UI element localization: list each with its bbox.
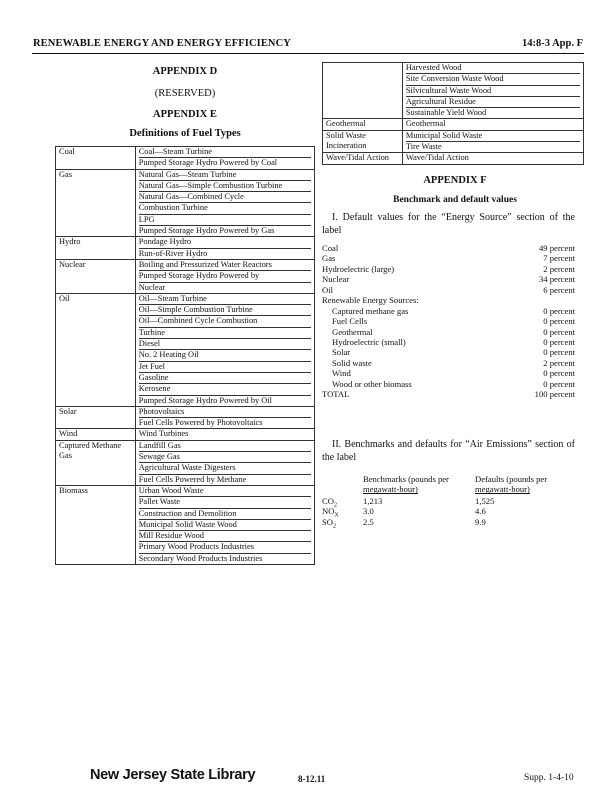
section-two-heading: II. Benchmarks and defaults for “Air Emissions” section of the label (322, 439, 575, 463)
fuel-type-cell (323, 63, 403, 119)
benchmarks-header-line1: Benchmarks (pounds per (363, 474, 449, 484)
energy-source-name: Wood or other biomass (332, 378, 412, 389)
energy-source-row (322, 285, 575, 295)
fuel-type-label: Captured Methane (59, 440, 122, 450)
fuel-type-label: Wave/Tidal Action (326, 153, 389, 163)
fuel-row (56, 237, 315, 260)
fuel-source-item: Municipal Solid Waste Wood (139, 520, 311, 531)
fuel-type-label: Solar (59, 406, 77, 416)
fuel-row (56, 485, 315, 564)
emissions-defaults-header (475, 474, 547, 495)
energy-source-name: Solar (332, 347, 351, 358)
fuel-source-item: Boiling and Pressurized Water Reactors (139, 260, 311, 271)
pollutant-symbol: SO (322, 516, 333, 527)
energy-source-row (322, 316, 575, 326)
pollutant-symbol: CO (322, 496, 334, 506)
fuel-source-item: Landfill Gas (139, 441, 311, 452)
pollutant-default: 4.6 (475, 506, 486, 517)
fuel-source-item: Agricultural Residue (406, 97, 580, 108)
header-rule (32, 53, 584, 54)
appendix-d-subtitle: (RESERVED) (154, 88, 216, 99)
pollutant-default: 1,525 (475, 496, 495, 506)
energy-source-row (322, 347, 575, 357)
fuel-source-item: Pallet Waste (139, 497, 311, 508)
energy-source-row (322, 327, 575, 337)
fuel-source-cell (402, 153, 583, 164)
fuel-source-item: Fuel Cells Powered by Methane (138, 474, 247, 484)
energy-source-value: 0 percent (543, 368, 575, 379)
fuel-source-cell (402, 130, 583, 153)
fuel-source-item: Oil—Simple Combustion Turbine (139, 305, 311, 316)
energy-source-defaults (322, 243, 575, 400)
pollutant-benchmark: 3.0 (363, 506, 374, 517)
fuel-row (56, 147, 315, 170)
energy-source-row (322, 264, 575, 274)
fuel-source-item: Run-of-River Hydro (138, 248, 208, 258)
fuel-source-item: Site Conversion Waste Wood (406, 74, 580, 85)
fuel-source-item: Wave/Tidal Action (405, 153, 469, 163)
fuel-source-cell (135, 259, 314, 293)
fuel-source-item: Primary Wood Products Industries (139, 542, 311, 553)
fuel-source-item: Municipal Solid Waste (406, 131, 580, 142)
running-header (33, 38, 583, 54)
fuel-source-item: Combustion Turbine (139, 203, 311, 214)
energy-source-name: TOTAL (322, 389, 350, 400)
footer-page-number: 8-12.11 (298, 774, 326, 784)
energy-source-row (322, 306, 575, 316)
fuel-type-cell (56, 406, 136, 429)
energy-source-name: Solid waste (332, 357, 372, 368)
energy-source-row (322, 368, 575, 378)
fuel-source-item: LPG (139, 215, 311, 226)
fuel-source-cell (135, 406, 314, 429)
fuel-source-item: Gasoline (139, 373, 311, 384)
fuel-type-label: Gas (59, 169, 73, 179)
fuel-row (56, 169, 315, 237)
fuel-type-cell (56, 429, 136, 440)
pollutant-benchmark: 1,213 (363, 496, 383, 506)
fuel-source-item: Pondage Hydro (139, 237, 311, 248)
fuel-type-label: Oil (59, 293, 70, 303)
energy-source-value: 49 percent (538, 243, 575, 253)
energy-source-row (322, 379, 575, 389)
fuel-source-item: Photovoltaics (139, 407, 311, 418)
fuel-row (56, 429, 315, 440)
pollutant-benchmark: 2.5 (363, 516, 374, 527)
fuel-source-item: No. 2 Heating Oil (139, 350, 311, 361)
energy-source-row (322, 253, 575, 263)
fuel-source-item: Geothermal (405, 119, 446, 129)
appendix-f-subtitle: Benchmark and default values (393, 195, 517, 205)
fuel-source-cell (135, 237, 314, 260)
fuel-source-item: Wind Turbines (138, 429, 189, 439)
appendix-f-title: APPENDIX F (423, 175, 487, 186)
energy-source-name: Captured methane gas (332, 305, 409, 316)
fuel-source-cell (135, 440, 314, 485)
fuel-type-cell (56, 147, 136, 170)
pollutant-subscript: 2 (333, 502, 337, 509)
energy-source-row (322, 358, 575, 368)
fuel-type-cell (56, 440, 136, 485)
defaults-header-line2: megawatt-hour) (475, 484, 530, 495)
fuel-type-cell (56, 485, 136, 564)
fuel-source-cell (402, 63, 583, 119)
fuel-row (323, 63, 584, 119)
fuel-source-item: Pumped Storage Hydro Powered by Gas (138, 226, 275, 236)
pollutant-symbol: NO (322, 506, 335, 517)
fuel-source-item: Diesel (139, 339, 311, 350)
fuel-source-item: Harvested Wood (406, 63, 580, 74)
energy-source-value: 7 percent (543, 253, 575, 264)
energy-source-value: 0 percent (543, 305, 575, 316)
fuel-type-label: Biomass (59, 485, 88, 495)
fuel-source-item: Sewage Gas (139, 452, 311, 463)
energy-source-name: Fuel Cells (332, 316, 368, 327)
benchmarks-header-line2: megawatt-hour) (363, 484, 418, 495)
fuel-source-item: Urban Wood Waste (139, 486, 311, 497)
appendix-d-title: APPENDIX D (152, 66, 218, 77)
footer-library: New Jersey State Library (90, 767, 256, 783)
fuel-row (323, 119, 584, 130)
energy-source-value: 0 percent (543, 378, 575, 389)
header-section: 14:8-3 App. F (522, 38, 583, 49)
energy-source-row (322, 337, 575, 347)
fuel-type-cell (56, 293, 136, 406)
fuel-source-cell (135, 485, 314, 564)
fuel-source-item: Secondary Wood Products Industries (138, 553, 263, 563)
energy-source-name: Geothermal (332, 326, 373, 337)
energy-source-name: Hydroelectric (small) (332, 336, 406, 347)
fuel-row (323, 130, 584, 153)
fuel-type-label: Geothermal (326, 119, 366, 129)
fuel-source-item: Nuclear (138, 282, 166, 292)
energy-source-name: Wind (332, 368, 351, 379)
energy-source-name: Hydroelectric (large) (322, 263, 395, 274)
fuel-source-item: Agricultural Waste Digesters (139, 463, 311, 474)
fuel-source-item: Sustainable Yield Wood (405, 108, 487, 118)
fuel-type-label: Incineration (326, 141, 367, 151)
energy-source-row (322, 243, 575, 253)
fuel-row (56, 440, 315, 485)
fuel-source-cell (135, 293, 314, 406)
appendix-e-title: APPENDIX E (153, 109, 217, 120)
energy-source-value: 0 percent (543, 316, 575, 327)
fuel-type-cell (323, 119, 403, 130)
fuel-type-cell (323, 130, 403, 153)
fuel-source-item: Natural Gas—Steam Turbine (139, 170, 311, 181)
fuel-source-item: Tire Waste (405, 142, 442, 152)
fuel-type-cell (323, 153, 403, 164)
pollutant-subscript: X (334, 513, 339, 520)
fuel-source-item: Oil—Steam Turbine (139, 294, 311, 305)
energy-source-value: 0 percent (543, 326, 575, 337)
fuel-source-item: Pumped Storage Hydro Powered by (139, 271, 311, 282)
fuel-source-item: Kerosene (139, 384, 311, 395)
fuel-source-cell (135, 169, 314, 237)
fuel-type-cell (56, 169, 136, 237)
energy-source-value: 2 percent (543, 357, 575, 368)
fuel-type-cell (56, 237, 136, 260)
fuel-type-label: Wind (59, 429, 78, 439)
fuel-source-item: Fuel Cells Powered by Photovoltaics (138, 418, 263, 428)
energy-source-name: Gas (322, 253, 336, 264)
pollutant-subscript: 2 (333, 523, 336, 530)
fuel-table-title: Definitions of Fuel Types (129, 128, 241, 139)
energy-source-value: 0 percent (543, 336, 575, 347)
pollutant-default: 9.9 (475, 516, 486, 527)
fuel-row (56, 406, 315, 429)
energy-source-name: Oil (322, 284, 333, 295)
fuel-source-item: Jet Fuel (139, 362, 311, 373)
fuel-source-cell (402, 119, 583, 130)
pollutant-name (322, 517, 336, 532)
footer-supplement: Supp. 1-4-10 (524, 773, 574, 783)
energy-source-name: Coal (322, 243, 339, 253)
fuel-type-label: Nuclear (59, 259, 86, 269)
fuel-type-cell (56, 259, 136, 293)
fuel-types-table-continued (322, 62, 584, 165)
energy-source-value: 0 percent (543, 347, 575, 358)
fuel-source-item: Mill Residue Wood (139, 531, 311, 542)
header-title: RENEWABLE ENERGY AND ENERGY EFFICIENCY (33, 38, 291, 49)
energy-source-value: 100 percent (534, 389, 575, 400)
energy-source-value: 6 percent (543, 284, 575, 295)
energy-source-value: 34 percent (538, 274, 575, 285)
fuel-source-item: Coal—Steam Turbine (139, 147, 311, 158)
fuel-row (56, 259, 315, 293)
fuel-type-label: Gas (59, 451, 73, 461)
energy-source-row (322, 274, 575, 284)
fuel-source-item: Oil—Combined Cycle Combustion (139, 316, 311, 327)
fuel-source-item: Natural Gas—Simple Combustion Turbine (139, 181, 311, 192)
fuel-type-label: Solid Waste (326, 130, 366, 140)
fuel-row (323, 153, 584, 164)
fuel-source-cell (135, 429, 314, 440)
fuel-row (56, 293, 315, 406)
fuel-source-item: Pumped Storage Hydro Powered by Oil (138, 395, 273, 405)
emissions-benchmarks-header (363, 474, 449, 495)
energy-source-name: Nuclear (322, 274, 350, 285)
fuel-type-label: Coal (59, 147, 75, 156)
fuel-source-item: Silvicultural Waste Wood (406, 86, 580, 97)
fuel-source-item: Turbine (139, 328, 311, 339)
fuel-source-item: Pumped Storage Hydro Powered by Coal (138, 158, 278, 168)
energy-source-row (322, 295, 575, 305)
energy-source-name: Renewable Energy Sources: (322, 295, 419, 306)
section-one-heading: I. Default values for the “Energy Source” section of the label (322, 212, 575, 236)
energy-source-row (322, 389, 575, 399)
fuel-types-table (55, 146, 315, 565)
fuel-source-item: Construction and Demolition (139, 509, 311, 520)
fuel-source-item: Natural Gas—Combined Cycle (139, 192, 311, 203)
fuel-type-label: Hydro (59, 237, 81, 247)
fuel-source-cell (135, 147, 314, 170)
energy-source-value: 2 percent (543, 263, 575, 274)
defaults-header-line1: Defaults (pounds per (475, 474, 548, 484)
